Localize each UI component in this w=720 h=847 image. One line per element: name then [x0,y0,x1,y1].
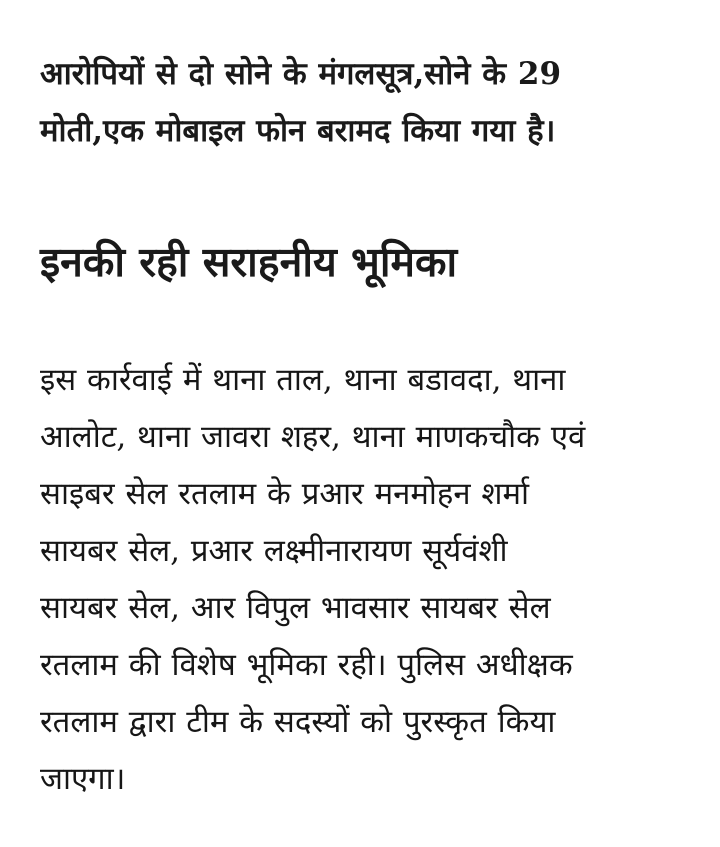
body-line: आलोट, थाना जावरा शहर, थाना माणकचौक एवं [40,419,586,455]
intro-paragraph [40,46,680,160]
body-line: साइबर सेल रतलाम के प्रआर मनमोहन शर्मा [40,476,530,512]
body-paragraph [40,352,680,808]
body-line: रतलाम द्वारा टीम के सदस्यों को पुरस्कृत किया [40,704,556,740]
body-line: जाएगा। [40,761,126,797]
body-line: सायबर सेल, प्रआर लक्ष्मीनारायण सूर्यवंशी [40,533,508,569]
article-body [40,40,680,808]
section-heading: इनकी रही सराहनीय भूमिका [40,238,458,286]
body-line: रतलाम की विशेष भूमिका रही। पुलिस अधीक्षक [40,647,573,683]
intro-line: मोती,एक मोबाइल फोन बरामद किया गया है। [40,113,556,149]
body-line: सायबर सेल, आर विपुल भावसार सायबर सेल [40,590,551,626]
intro-line: आरोपियों से दो सोने के मंगलसूत्र,सोने के 29 [40,56,562,92]
body-line: इस कार्रवाई में थाना ताल, थाना बडावदा, थाना [40,362,566,398]
